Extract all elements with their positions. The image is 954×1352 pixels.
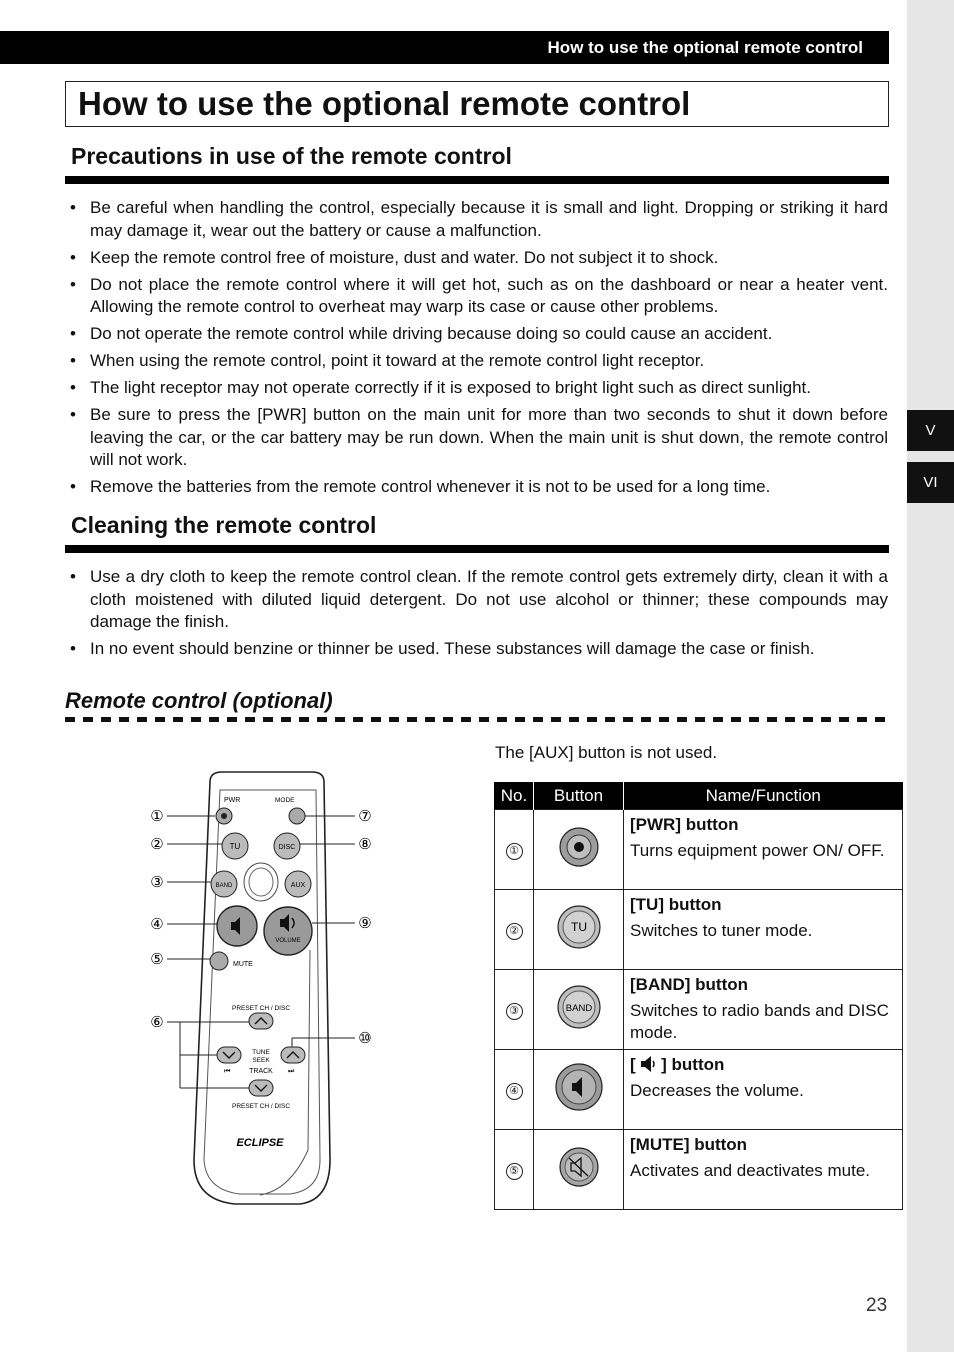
function-name: [TU] button	[630, 895, 722, 914]
remote-label-preset-bottom: PRESET CH / DISC	[231, 1103, 291, 1110]
remote-section-title: Remote control (optional)	[65, 688, 333, 713]
volume-down-icon	[554, 1062, 604, 1112]
running-header	[0, 31, 889, 64]
function-name: [BAND] button	[630, 975, 749, 994]
row-icon-cell	[534, 1050, 624, 1130]
callout-2: ②	[150, 836, 164, 853]
remote-label-track: TRACK	[249, 1068, 273, 1075]
band-icon-label: BAND	[565, 1003, 592, 1014]
table-row	[495, 1050, 903, 1130]
function-name-prefix: [	[630, 1055, 636, 1074]
tu-icon-label: TU	[570, 920, 587, 934]
remote-mode-button	[289, 808, 305, 824]
cleaning-title: Cleaning the remote control	[71, 512, 377, 538]
row-function-cell	[624, 1050, 903, 1130]
row-number-cell	[495, 810, 534, 890]
list-item: • Do not place the remote control where it will get hot, such as on the dashboard or near a heater vent. Allowing the remote control to overheat may warp its case or cause other problems.	[65, 274, 888, 319]
table-row	[495, 890, 903, 970]
list-item: • Keep the remote control free of moisture, dust and water. Do not subject it to shock.	[65, 247, 888, 270]
row-number-cell	[495, 1050, 534, 1130]
table-header-row	[495, 782, 903, 810]
callout-7: ⑦	[358, 808, 372, 825]
band-button-icon	[555, 983, 603, 1031]
remote-label-tu: TU	[229, 842, 241, 851]
function-description: Decreases the volume.	[630, 1081, 804, 1100]
row-number: ⑤	[506, 1163, 523, 1180]
row-number-cell	[495, 1130, 534, 1210]
aux-note: The [AUX] button is not used.	[495, 743, 718, 762]
table-row	[495, 810, 903, 890]
remote-label-tune: TUNE	[252, 1049, 270, 1056]
row-function-cell	[624, 810, 903, 890]
remote-label-mode: MODE	[275, 797, 295, 804]
callout-3: ③	[150, 874, 164, 891]
list-item: • When using the remote control, point it toward at the remote control light receptor.	[65, 350, 888, 373]
remote-figure	[140, 760, 390, 1210]
row-function-cell	[624, 890, 903, 970]
callout-10: ⑩	[358, 1030, 372, 1047]
side-tab-vi[interactable]: VI	[907, 462, 954, 503]
row-number: ④	[506, 1083, 523, 1100]
list-item: • Remove the batteries from the remote control whenever it is not to be used for a long time.	[65, 476, 888, 499]
remote-label-preset-top: PRESET CH / DISC	[231, 1005, 291, 1012]
remote-tune-up-button	[281, 1047, 305, 1063]
list-item: • Be sure to press the [PWR] button on the main unit for more than two seconds to shut it down before leaving the car, or the car battery may be run down. When the main unit is shut down, the remote control will not work.	[65, 404, 888, 472]
function-description: Activates and deactivates mute.	[630, 1161, 871, 1180]
side-tab-v[interactable]: V	[907, 410, 954, 451]
table-row	[495, 970, 903, 1050]
power-button-icon	[557, 825, 601, 869]
callout-4: ④	[150, 916, 164, 933]
speaker-icon	[640, 1055, 656, 1073]
column-header-no: No.	[495, 782, 534, 810]
row-function-cell	[624, 970, 903, 1050]
function-description: Turns equipment power ON/ OFF.	[630, 841, 885, 860]
skip-back-icon: ⏮	[224, 1068, 231, 1075]
side-strip	[907, 0, 954, 1352]
remote-label-band: BAND	[215, 883, 233, 889]
list-item: • The light receptor may not operate correctly if it is exposed to bright light such as direct sunlight.	[65, 377, 888, 400]
callout-9: ⑨	[358, 915, 372, 932]
remote-mute-button	[210, 952, 228, 970]
callout-8: ⑧	[358, 836, 372, 853]
remote-label-volume: VOLUME	[275, 938, 301, 944]
function-name	[630, 1054, 896, 1076]
page-title	[65, 81, 889, 127]
remote-receptor	[249, 868, 273, 896]
row-icon-cell	[534, 890, 624, 970]
column-header-button: Button	[534, 782, 624, 810]
remote-label-mute: MUTE	[233, 961, 253, 968]
page-number: 23	[866, 1295, 888, 1316]
remote-label-aux: AUX	[290, 882, 306, 889]
function-description: Switches to radio bands and DISC mode.	[630, 1001, 889, 1042]
row-number-cell	[495, 970, 534, 1050]
list-item: • Be careful when handling the control, especially because it is small and light. Dropping or striking it hard may damage it, wear out the battery or cause a malfunction.	[65, 197, 888, 242]
button-function-table	[494, 782, 903, 1210]
row-number-cell	[495, 890, 534, 970]
remote-label-pwr: PWR	[224, 797, 241, 804]
running-header-title: How to use the optional remote control	[547, 37, 863, 57]
remote-label-seek: SEEK	[252, 1057, 270, 1064]
skip-forward-icon: ⏭	[288, 1068, 295, 1075]
dashed-rule	[65, 717, 889, 722]
eclipse-logo: ECLIPSE	[236, 1137, 284, 1149]
table-row	[495, 1130, 903, 1210]
row-number: ②	[506, 923, 523, 940]
precautions-list	[65, 197, 888, 503]
callout-5: ⑤	[150, 951, 164, 968]
function-name: [PWR] button	[630, 815, 739, 834]
remote-preset-down-button	[249, 1080, 273, 1096]
row-number: ③	[506, 1003, 523, 1020]
remote-preset-up-button	[249, 1013, 273, 1029]
list-item: • In no event should benzine or thinner be used. These substances will damage the case or finish.	[65, 638, 888, 661]
row-number: ①	[506, 843, 523, 860]
page-title-text: How to use the optional remote control	[78, 85, 691, 122]
row-function-cell	[624, 1130, 903, 1210]
power-dot-icon	[221, 813, 227, 819]
column-header-function: Name/Function	[624, 782, 903, 810]
remote-illustration	[140, 760, 390, 1210]
function-description: Switches to tuner mode.	[630, 921, 813, 940]
tu-button-icon	[555, 903, 603, 951]
function-name: [MUTE] button	[630, 1135, 748, 1154]
cleaning-list	[65, 566, 888, 665]
list-item: • Use a dry cloth to keep the remote control clean. If the remote control gets extremely dirty, clean it with a cloth moistened with diluted liquid detergent. Do not use alcohol or thinner; these compounds may damage the finish.	[65, 566, 888, 634]
mute-button-icon	[557, 1145, 601, 1189]
precautions-title: Precautions in use of the remote control	[71, 143, 512, 169]
row-icon-cell	[534, 970, 624, 1050]
callout-6: ⑥	[150, 1014, 164, 1031]
precautions-rule	[65, 176, 889, 184]
row-icon-cell	[534, 810, 624, 890]
function-name-suffix: ] button	[661, 1055, 725, 1074]
callout-1: ①	[150, 808, 164, 825]
cleaning-rule	[65, 545, 889, 553]
list-item: • Do not operate the remote control while driving because doing so could cause an accident.	[65, 323, 888, 346]
row-icon-cell	[534, 1130, 624, 1210]
remote-tune-down-button	[217, 1047, 241, 1063]
remote-label-disc: DISC	[278, 844, 296, 851]
